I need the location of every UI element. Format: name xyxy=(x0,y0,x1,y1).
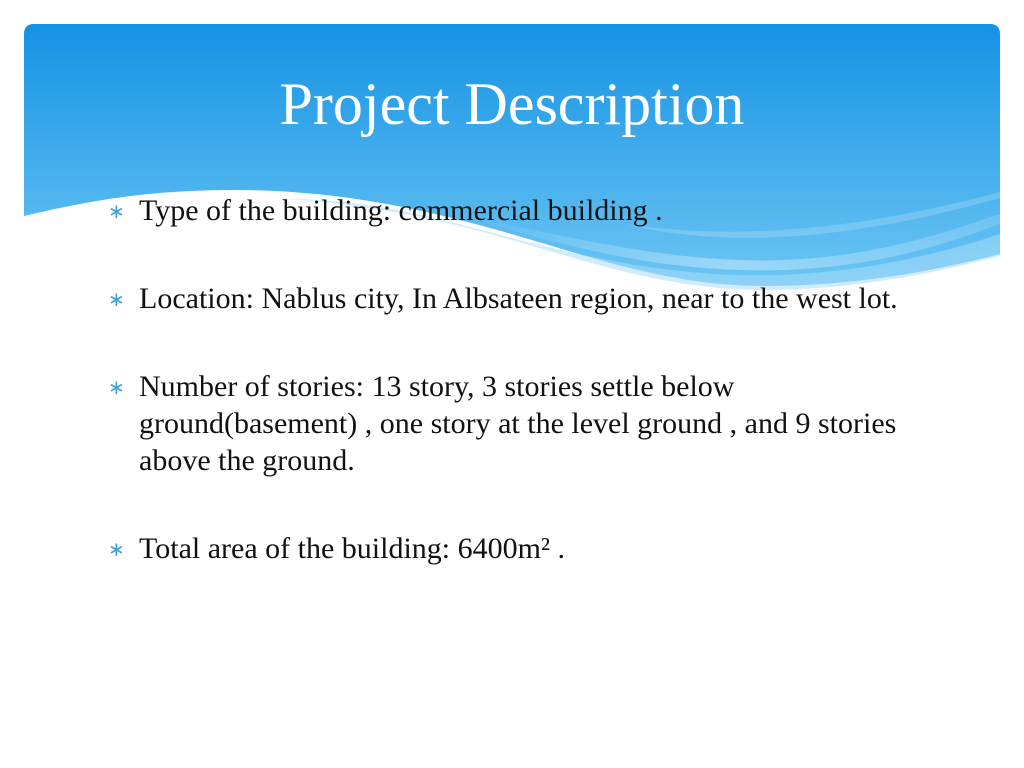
bullet-item-building-type xyxy=(108,192,928,229)
bullet-item-location xyxy=(108,280,928,317)
asterisk-bullet-icon: ∗ xyxy=(108,537,125,561)
bullet-text: Number of stories: 13 story, 3 stories settle below ground(basement) , one story at the level ground , and 9 stories above the ground. xyxy=(139,370,897,477)
bullet-item-stories xyxy=(108,368,928,479)
asterisk-bullet-icon: ∗ xyxy=(108,287,125,311)
bullet-text: Location: Nablus city, In Albsateen region, near to the west lot. xyxy=(139,282,898,315)
bullet-text: Type of the building: commercial building . xyxy=(139,194,663,227)
bullet-text: Total area of the building: 6400m² . xyxy=(139,532,565,565)
asterisk-bullet-icon: ∗ xyxy=(108,375,125,399)
slide-title: Project Description xyxy=(279,71,745,137)
bullet-item-total-area xyxy=(108,530,928,567)
asterisk-bullet-icon: ∗ xyxy=(108,199,125,223)
bullet-list xyxy=(108,192,928,618)
